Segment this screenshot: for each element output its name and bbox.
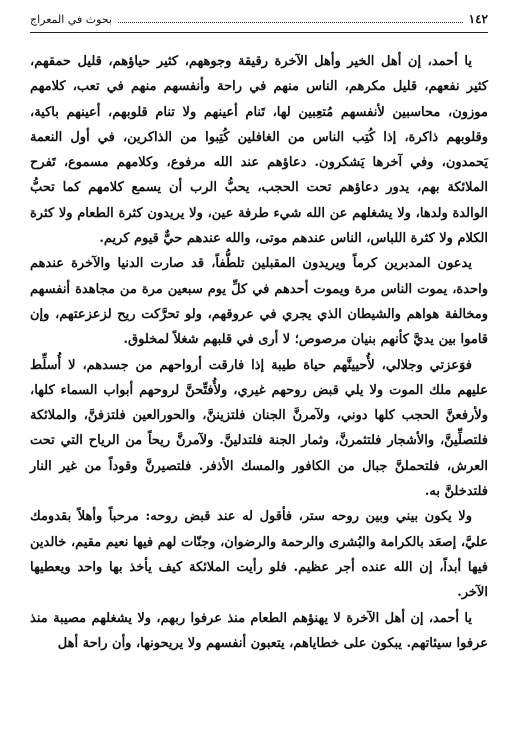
paragraph: ولا يكون بيني وبين روحه ستر، فأقول له عند قبض روحه: مرحباً وأهلاً بقدومك عليَّ، إصعَد بالكرامة والبُشرى والرحمة والرضوان، وجنّات لهم فيها نعيم مقيم، خالدين فيها أبداً، إن الله عنده أجر عظيم. فلو رأيت الملائكة كيف يأخذ بها واحد ويعطيها الآخر. (30, 509, 488, 601)
paragraph: فوَعزتي وجلالي، لأُحيينَّهم حياة طيبة إذا فارقت أرواحهم من جسدهم، لا أُسلِّط عليهم ملك الموت ولا يلي قبض روحهم غيري، ولأُفتِّحنَّ لروحهم أبواب السماء كلها، ولأرفعنَّ الحجب كلها دوني، ولآمرنَّ الجنان فلتزيننَّ، والحورالعين فلتزفنَّ، والملائكة فلتصلِّينَّ، والأشجار فلتثمرنَّ، وثمار الجنة فلتدلينَّ. ولآمرنَّ ريحاً من الرياح التي تحت العرش، فلتحملنَّ جبال من الكافور والمسك الأذفر. فلتصيرنَّ وقوداً من غير النار فلتدخلنَّ به. (30, 357, 488, 500)
header-dotted-leader (118, 22, 463, 23)
document-page (30, 10, 488, 656)
paragraph: يدعون المدبرين كرماً ويريدون المقبلين تلطُّفاً، قد صارت الدنيا والآخرة عندهم واحدة، يموت الناس مرة ويموت أحدهم في كلِّ يوم سبعين مرة من مجاهدة أنفسهم ومخالفة هواهم والشيطان الذي يجري في عروقهم، ولو تحرَّكت ريح لزعزعتهم، وإن قاموا بين يديَّ كأنهم بنيان مرصوص؛ لا أرى في قلبهم شغلاً لمخلوق. (30, 256, 488, 348)
paragraph: يا أحمد، إن أهل الخير وأهل الآخرة رقيقة وجوههم، كثير حياؤهم، قليل حمقهم، كثير نفعهم، قليل مكرهم، الناس منهم في راحة وأنفسهم منهم في تعب، كلامهم موزون، محاسبين لأنفسهم مُتعِبين لها، تَنام أعينهم ولا تنام قلوبهم، أعينهم باكية، وقلوبهم ذاكرة، إذا كُتِب الناس من الغافلين كُتِبوا من الذاكرين، في أول النعمة يَحمدون، وفي آخرها يَشكرون. دعاؤهم عند الله مرفوع، وكلامهم مسموع، تَفرح الملائكة بهم، يدور دعاؤهم تحت الحجب، يحبُّ الرب أن يسمع كلامهم كما تحبُّ الوالدة ولدها، ولا يشغلهم عن الله شيء طرفة عين، ولا يريدون كثرة الطعام ولا كثرة الكلام ولا كثرة اللباس، الناس عندهم موتى، والله عندهم حيٌّ قيوم كريم. (30, 54, 488, 247)
page-number: ١٤٢ (468, 12, 488, 26)
paragraph: يا أحمد، إن أهل الآخرة لا يهنؤهم الطعام منذ عرفوا ربهم، ولا يشغلهم مصيبة منذ عرفوا سيئاتهم. يبكون على خطاياهم، يتعبون أنفسهم ولا يريحونها، وأن راحة أهل (30, 610, 488, 651)
book-title: بحوث في المعراج (30, 13, 112, 26)
header-rule (30, 32, 488, 33)
body-text (30, 49, 488, 656)
running-header (30, 10, 488, 30)
